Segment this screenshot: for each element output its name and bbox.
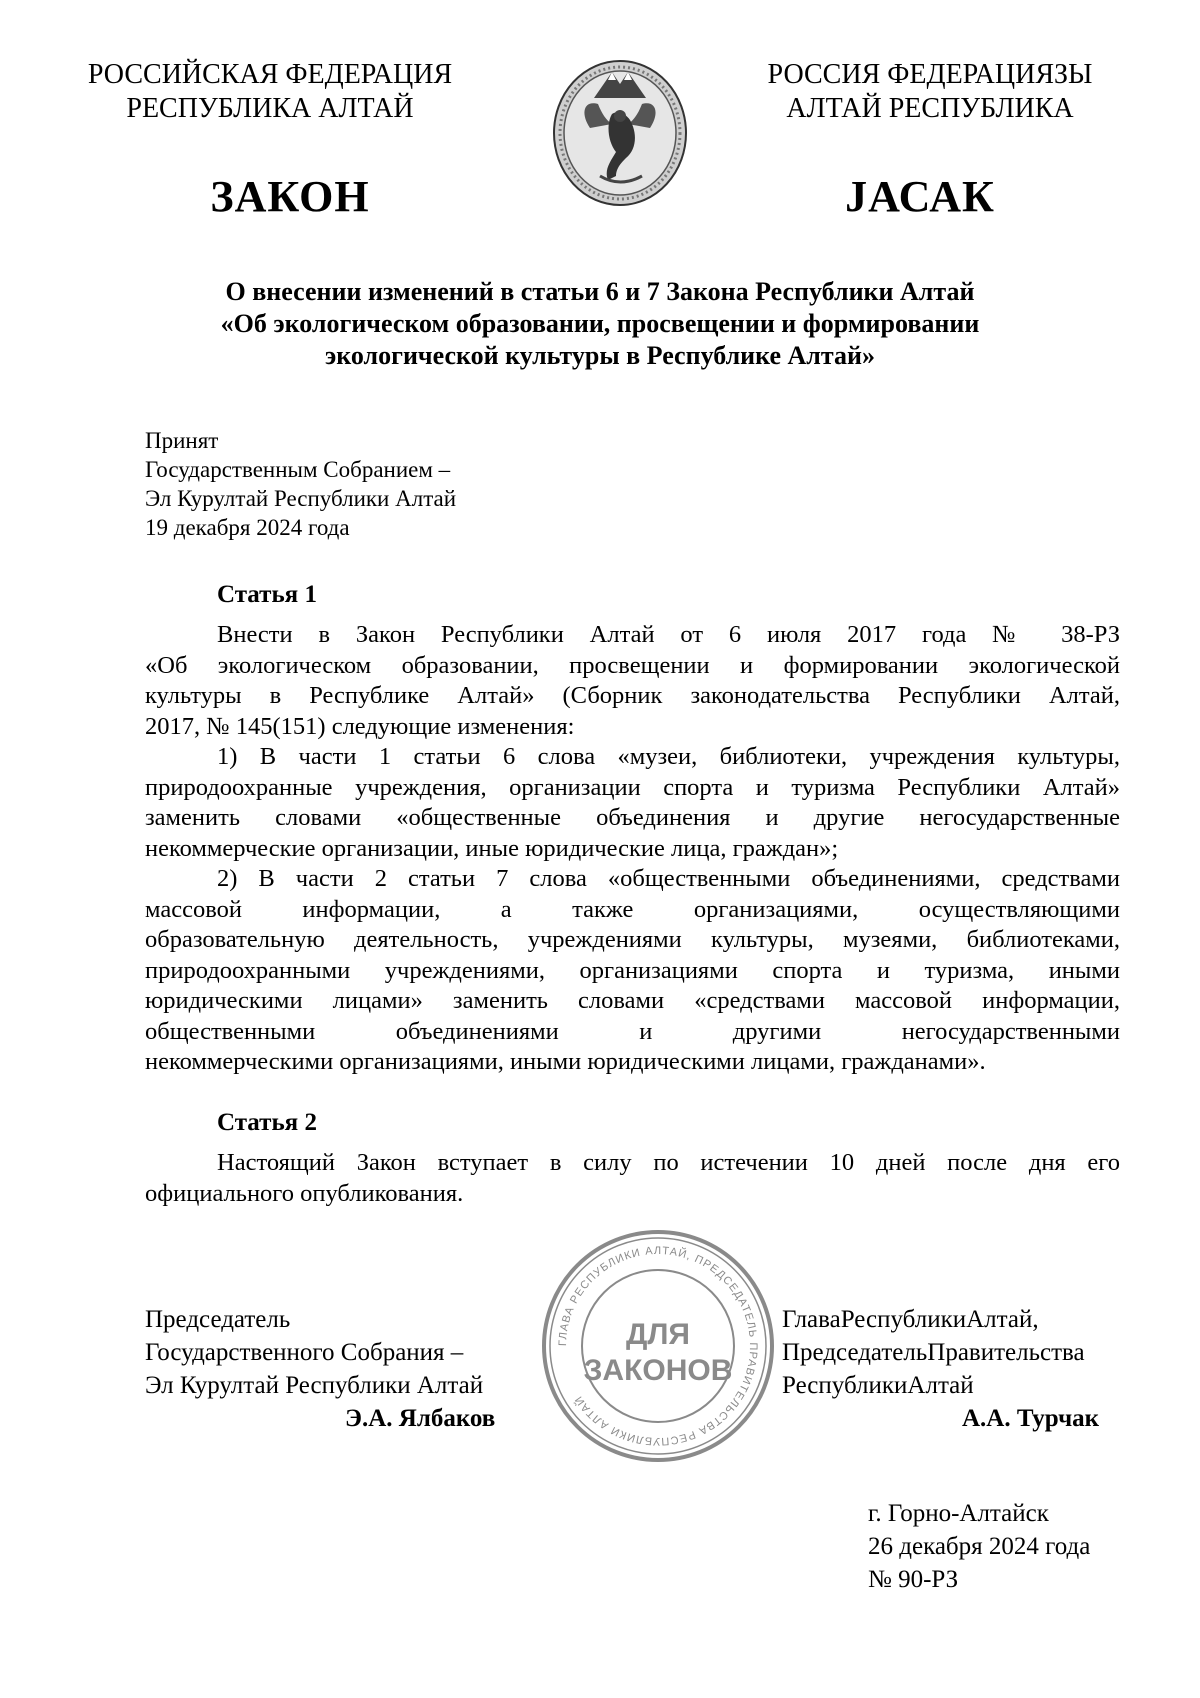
article-1-line: юридическими лицами» заменить словами «средствами массовой информации, bbox=[145, 987, 1120, 1014]
signature-name: А.А. Турчак bbox=[962, 1405, 1100, 1432]
article-1-line: природоохранные учреждения, организации спорта и туризма Республики Алтай» bbox=[145, 773, 1120, 801]
article-1-line: «Об экологическом образовании, просвещении и формировании экологической bbox=[145, 651, 1120, 679]
law-title-line: «Об экологическом образовании, просвещении и формировании bbox=[220, 309, 980, 338]
article-1-line: некоммерческие организации, иные юридические лица, граждан»; bbox=[145, 834, 839, 862]
republic-coat-of-arms-icon bbox=[550, 58, 690, 208]
signature-title-line: Эл Курултай Республики Алтай bbox=[145, 1372, 484, 1399]
adoption-line: Государственным Собранием – bbox=[145, 457, 451, 482]
article-1-body bbox=[145, 620, 1120, 1078]
header-altai bbox=[720, 58, 1140, 126]
signature-title-line: ГлаваРеспубликиАлтай, bbox=[782, 1306, 1039, 1333]
signature-name: Э.А. Ялбаков bbox=[345, 1405, 496, 1432]
header-russian bbox=[60, 58, 480, 126]
article-1-heading: Статья 1 bbox=[217, 581, 317, 608]
article-1-line: массовой информации, а также организациями, осуществляющими bbox=[145, 895, 1120, 923]
law-label-russian: ЗАКОН bbox=[210, 172, 370, 221]
article-2-line: Настоящий Закон вступает в силу по истечении 10 дней после дня его bbox=[217, 1149, 1120, 1176]
adoption-block bbox=[145, 426, 456, 542]
law-label-altai: JАСАК bbox=[845, 172, 995, 221]
article-1-line: 2017, № 145(151) следующие изменения: bbox=[145, 712, 575, 740]
header-republic-ru: РЕСПУБЛИКА АЛТАЙ bbox=[126, 93, 414, 124]
signature-title-line: Председатель bbox=[145, 1306, 291, 1333]
header-country-ru: РОССИЙСКАЯ ФЕДЕРАЦИЯ bbox=[87, 59, 453, 90]
law-title-line: О внесении изменений в статьи 6 и 7 Закона Республики Алтай bbox=[225, 277, 975, 306]
adoption-line: Эл Курултай Республики Алтай bbox=[145, 486, 457, 511]
signature-head-of-republic bbox=[782, 1303, 1099, 1435]
article-2-heading: Статья 2 bbox=[217, 1109, 317, 1136]
signature-title-line: ПредседательПравительства bbox=[782, 1339, 1085, 1366]
article-1-line: природоохранными учреждениями, организациями спорта и туризма, иными bbox=[145, 956, 1120, 984]
article-1-line: 2) В части 2 статьи 7 слова «общественными объединениями, средствами bbox=[217, 865, 1120, 892]
signing-date: 26 декабря 2024 года bbox=[868, 1533, 1091, 1560]
adoption-date: 19 декабря 2024 года bbox=[145, 515, 350, 540]
article-1-line: культуры в Республике Алтай» (Сборник законодательства Республики Алтай, bbox=[145, 682, 1120, 709]
article-1-line: Внести в Закон Республики Алтай от 6 июля 2017 года № 38-РЗ bbox=[217, 621, 1120, 648]
signature-title-line: Государственного Собрания – bbox=[145, 1339, 464, 1366]
article-1-line: 1) В части 1 статьи 6 слова «музеи, библиотеки, учреждения культуры, bbox=[217, 743, 1120, 770]
signature-chairman bbox=[145, 1303, 495, 1435]
article-1-line: заменить словами «общественные объединения и другие негосударственные bbox=[145, 804, 1120, 831]
header-country-alt: РОССИЯ ФЕДЕРАЦИЯЗЫ bbox=[767, 59, 1093, 90]
law-title-line: экологической культуры в Республике Алтай» bbox=[325, 341, 875, 370]
stamp-ring-text: ГЛАВА РЕСПУБЛИКИ АЛТАЙ, ПРЕДСЕДАТЕЛЬ ПРАВИТЕЛЬСТВА РЕСПУБЛИКИ АЛТАЙ bbox=[556, 1245, 760, 1448]
place-date-block bbox=[868, 1497, 1090, 1596]
stamp-center-line1: ДЛЯ bbox=[626, 1318, 690, 1351]
law-title bbox=[120, 276, 1080, 372]
article-2-line: официального опубликования. bbox=[145, 1179, 464, 1207]
law-number: № 90-РЗ bbox=[868, 1566, 959, 1593]
article-1-line: общественными объединениями и другими негосударственными bbox=[145, 1017, 1120, 1045]
header-republic-alt: АЛТАЙ РЕСПУБЛИКА bbox=[786, 93, 1074, 124]
signature-title-line: РеспубликиАлтай bbox=[782, 1372, 974, 1399]
official-stamp bbox=[540, 1228, 776, 1464]
city: г. Горно-Алтайск bbox=[868, 1500, 1049, 1527]
article-1-line: некоммерческими организациями, иными юридическими лицами, гражданами». bbox=[145, 1048, 986, 1075]
stamp-center-line2: ЗАКОНОВ bbox=[583, 1354, 733, 1387]
adoption-line: Принят bbox=[145, 428, 219, 453]
article-2-body bbox=[145, 1148, 1120, 1209]
article-1-line: образовательную деятельность, учреждениями культуры, музеями, библиотеками, bbox=[145, 926, 1120, 953]
